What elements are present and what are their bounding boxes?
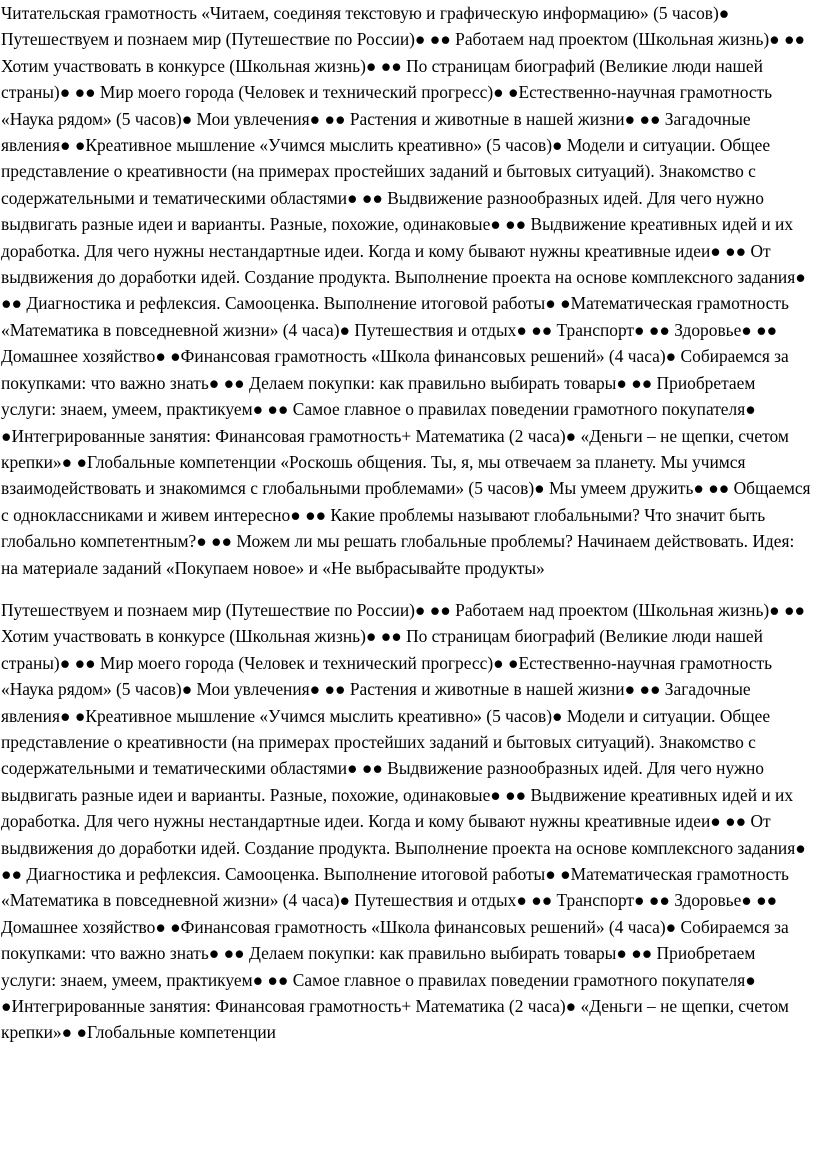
paragraph-course-program-repeat: Путешествуем и познаем мир (Путешествие по России)● ●● Работаем над проектом (Школьная жизнь)● ●● Хотим участвовать в конкурсе (Школьная жизнь)● ●● По страницам биографий (Великие люди нашей страны)● ●● Мир моего города (Человек и технический прогресс)● ●Естественно-научная грамотность «Наука рядом» (5 часов)● Мои увлечения● ●● Растения и животные в нашей жизни● ●● Загадочные явления● ●Креативное мышление «Учимся мыслить креативно» (5 часов)● Модели и ситуации. Общее представление о креативности (на примерах простейших заданий и бытовых ситуаций). Знакомство с содержательными и тематическими областями● ●● Выдвижение разнообразных идей. Для чего нужно выдвигать разные идеи и варианты. Разные, похожие, одинаковые● ●● Выдвижение креативных идей и их доработка. Для чего нужны нестандартные идеи. Когда и кому бывают нужны креативные идеи● ●● От выдвижения до доработки идей. Создание продукта. Выполнение проекта на основе комплексного задания● ●● Диагностика и рефлексия. Самооценка. Выполнение итоговой работы● ●Математическая грамотность «Математика в повседневной жизни» (4 часа)● Путешествия и отдых● ●● Транспорт● ●● Здоровье● ●● Домашнее хозяйство● ●Финансовая грамотность «Школа финансовых решений» (4 часа)● Собираемся за покупками: что важно знать● ●● Делаем покупки: как правильно выбирать товары● ●● Приобретаем услуги: знаем, умеем, практикуем● ●● Самое главное о правилах поведении грамотного покупателя● ●Интегрированные занятия: Финансовая грамотность+ Математика (2 часа)● «Деньги – не щепки, счетом крепки»● ●Глобальные компетенции xyxy=(1,599,806,1043)
paragraph-course-program: Читательская грамотность «Читаем, соединяя текстовую и графическую информацию» (5 часов)● Путешествуем и познаем мир (Путешествие по России)● ●● Работаем над проектом (Школьная жизнь)● ●● Хотим участвовать в конкурсе (Школьная жизнь)● ●● По страницам биографий (Великие люди нашей страны)● ●● Мир моего города (Человек и технический прогресс)● ●Естественно-научная грамотность «Наука рядом» (5 часов)● Мои увлечения● ●● Растения и животные в нашей жизни● ●● Загадочные явления● ●Креативное мышление «Учимся мыслить креативно» (5 часов)● Модели и ситуации. Общее представление о креативности (на примерах простейших заданий и бытовых ситуаций). Знакомство с содержательными и тематическими областями● ●● Выдвижение разнообразных идей. Для чего нужно выдвигать разные идеи и варианты. Разные, похожие, одинаковые● ●● Выдвижение креативных идей и их доработка. Для чего нужны нестандартные идеи. Когда и кому бывают нужны креативные идеи● ●● От выдвижения до доработки идей. Создание продукта. Выполнение проекта на основе комплексного задания● ●● Диагностика и рефлексия. Самооценка. Выполнение итоговой работы● ●Математическая грамотность «Математика в повседневной жизни» (4 часа)● Путешествия и отдых● ●● Транспорт● ●● Здоровье● ●● Домашнее хозяйство● ●Финансовая грамотность «Школа финансовых решений» (4 часа)● Собираемся за покупками: что важно знать● ●● Делаем покупки: как правильно выбирать товары● ●● Приобретаем услуги: знаем, умеем, практикуем● ●● Самое главное о правилах поведении грамотного покупателя● ●Интегрированные занятия: Финансовая грамотность+ Математика (2 часа)● «Деньги – не щепки, счетом крепки»● ●Глобальные компетенции «Роскошь общения. Ты, я, мы отвечаем за планету. Мы учимся взаимодействовать и знакомимся с глобальными проблемами» (5 часов)● Мы умеем дружить● ●● Общаемся с одноклассниками и живем интересно● ●● Какие проблемы называют глобальными? Что значит быть глобально компетентным?● ●● Можем ли мы решать глобальные проблемы? Начинаем действовать. Идея: на материале заданий «Покупаем новое» и «Не выбрасывайте продукты» xyxy=(1,3,811,578)
